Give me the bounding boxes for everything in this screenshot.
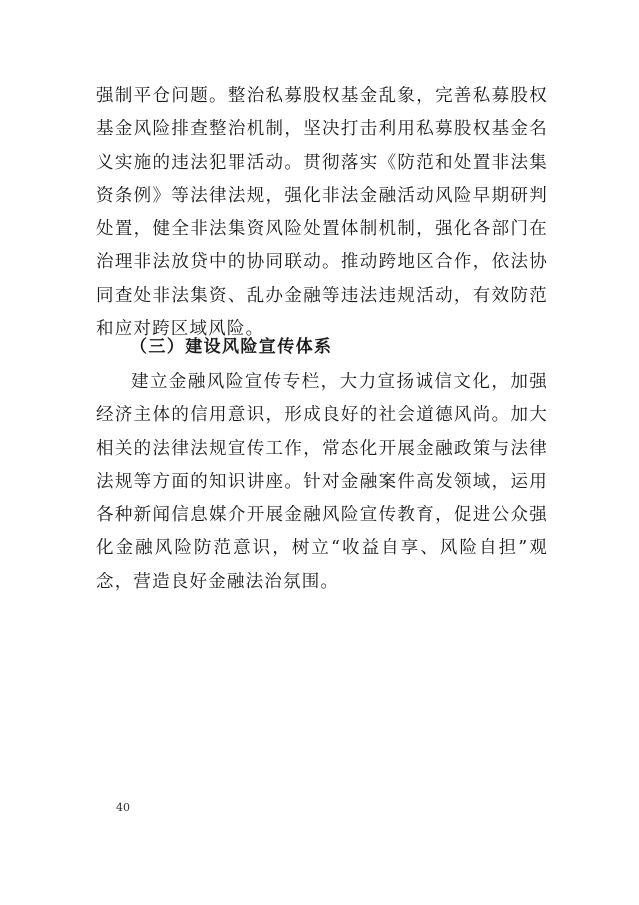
page-number: 40 — [116, 801, 130, 814]
section-heading: （三）建设风险宣传体系 — [130, 337, 333, 357]
body-paragraph-continued: 强制平仓问题。整治私募股权基金乱象，完善私募股权基金风险排查整治机制，坚决打击利用私募股权基金名义实施的违法犯罪活动。贯彻落实《防范和处置非法集资条例》等法律法规，强化非法金融活动风险早期研判处置，健全非法集资风险处置体制机制，强化各部门在治理非法放贷中的协同联动。推动跨地区合作，依法协同查处非法集资、乱办金融等违法违规活动，有效防范和应对跨区域风险。 — [96, 86, 548, 340]
body-paragraph-risk-publicity: 建立金融风险宣传专栏，大力宣扬诚信文化，加强经济主体的信用意识，形成良好的社会道德风尚。加大相关的法律法规宣传工作，常态化开展金融政策与法律法规等方面的知识讲座。针对金融案件高发领域，运用各种新闻信息媒介开展金融风险宣传教育，促进公众强化金融风险防范意识，树立“收益自享、风险自担”观念，营造良好金融法治氛围。 — [96, 372, 548, 592]
